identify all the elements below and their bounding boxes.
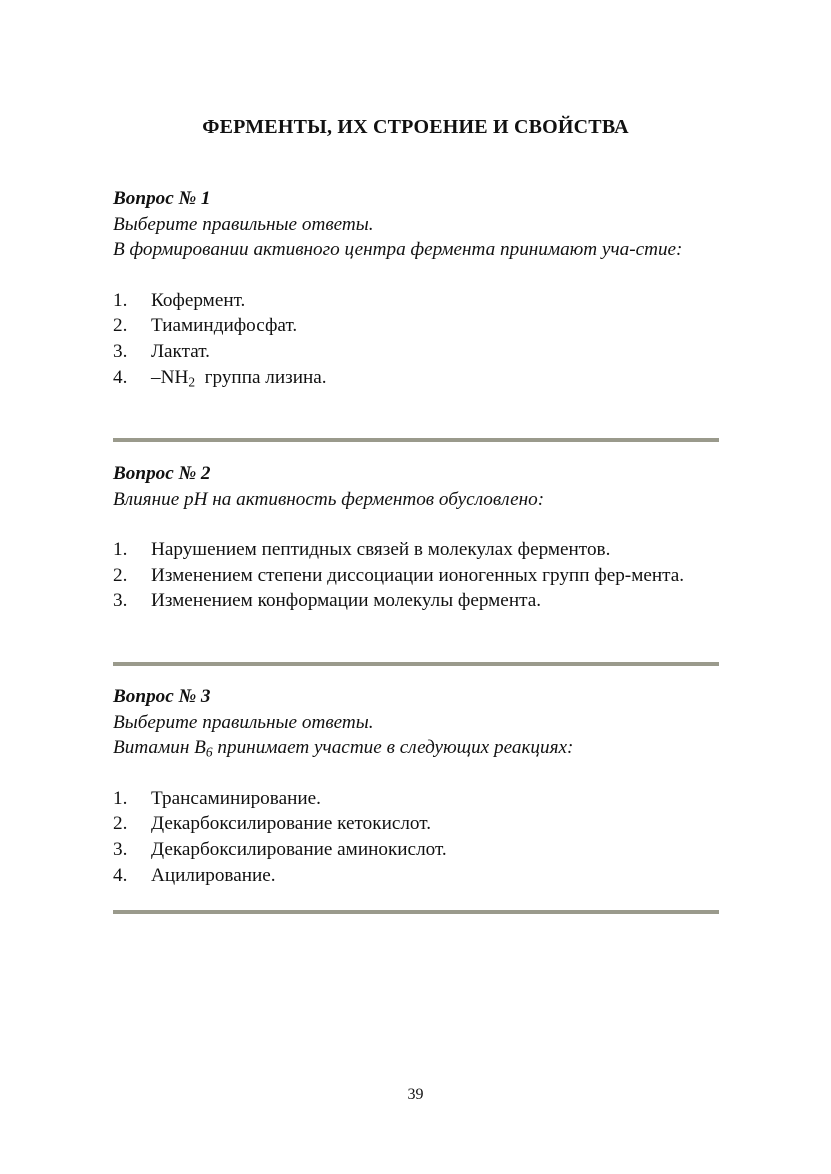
answer-number: 1.	[113, 539, 128, 561]
question-instruction: Выберите правильные ответы.	[113, 213, 374, 235]
answer-text: Декарбоксилирование аминокислот.	[151, 838, 447, 860]
question-prompt: Влияние рН на активность ферментов обусловлено:	[113, 488, 545, 510]
question-instruction: Выберите правильные ответы.	[113, 711, 374, 733]
answer-text-post: группа лизина.	[195, 366, 327, 388]
answer-number: 3.	[113, 838, 128, 860]
answer-text-pre: –NH	[151, 366, 189, 388]
answer-option[interactable]	[113, 288, 719, 314]
answer-number: 3.	[113, 340, 128, 362]
answer-number: 1.	[113, 787, 128, 809]
answer-number: 4.	[113, 366, 128, 388]
answer-list	[113, 288, 719, 390]
page-number: 39	[407, 1086, 424, 1103]
answer-option[interactable]	[113, 588, 719, 614]
answer-option[interactable]	[113, 837, 719, 863]
section-divider	[113, 662, 719, 666]
answer-list	[113, 786, 719, 888]
answer-text: Нарушением пептидных связей в молекулах ферментов.	[151, 539, 611, 561]
answer-text: Лактат.	[151, 340, 210, 362]
prompt-post: принимает участие в следующих реакциях:	[212, 737, 574, 759]
answer-number: 2.	[113, 564, 128, 586]
section-divider	[113, 910, 719, 914]
answer-number: 2.	[113, 813, 128, 835]
question-prompt: В формировании активного центра фермента принимают уча-стие:	[113, 239, 683, 261]
answer-number: 3.	[113, 590, 128, 612]
question-heading: Вопрос № 3	[113, 686, 211, 707]
question-heading: Вопрос № 2	[113, 463, 211, 484]
prompt-subscript: 6	[205, 744, 213, 760]
answer-option[interactable]	[113, 811, 719, 837]
question-1	[113, 186, 719, 390]
answer-option[interactable]	[113, 563, 719, 589]
answer-text: Трансаминирование.	[151, 787, 321, 809]
answer-list	[113, 537, 719, 614]
answer-number: 2.	[113, 315, 128, 337]
page-title: ФЕРМЕНТЫ, ИХ СТРОЕНИЕ И СВОЙСТВА	[202, 116, 629, 138]
answer-option[interactable]	[113, 339, 719, 365]
answer-option[interactable]	[113, 537, 719, 563]
answer-text: Кофермент.	[151, 289, 246, 311]
prompt-pre: Витамин B	[113, 737, 206, 759]
section-divider	[113, 438, 719, 442]
answer-text-subscript: 2	[188, 373, 196, 389]
answer-text: Изменением конформации молекулы фермента.	[151, 590, 542, 612]
answer-text: Изменением степени диссоциации ионогенных групп фер-мента.	[151, 564, 685, 586]
question-3	[113, 684, 719, 888]
question-2	[113, 461, 719, 614]
answer-number: 4.	[113, 864, 128, 886]
answer-text: Тиаминдифосфат.	[151, 315, 298, 337]
answer-number: 1.	[113, 289, 128, 311]
answer-option[interactable]	[113, 786, 719, 812]
question-prompt	[113, 735, 719, 761]
question-heading: Вопрос № 1	[113, 188, 211, 209]
answer-option[interactable]	[113, 313, 719, 339]
answer-text: Ацилирование.	[151, 864, 276, 886]
answer-text	[151, 367, 327, 388]
answer-text: Декарбоксилирование кетокислот.	[151, 813, 432, 835]
answer-option[interactable]	[113, 863, 719, 889]
answer-option[interactable]	[113, 365, 719, 391]
